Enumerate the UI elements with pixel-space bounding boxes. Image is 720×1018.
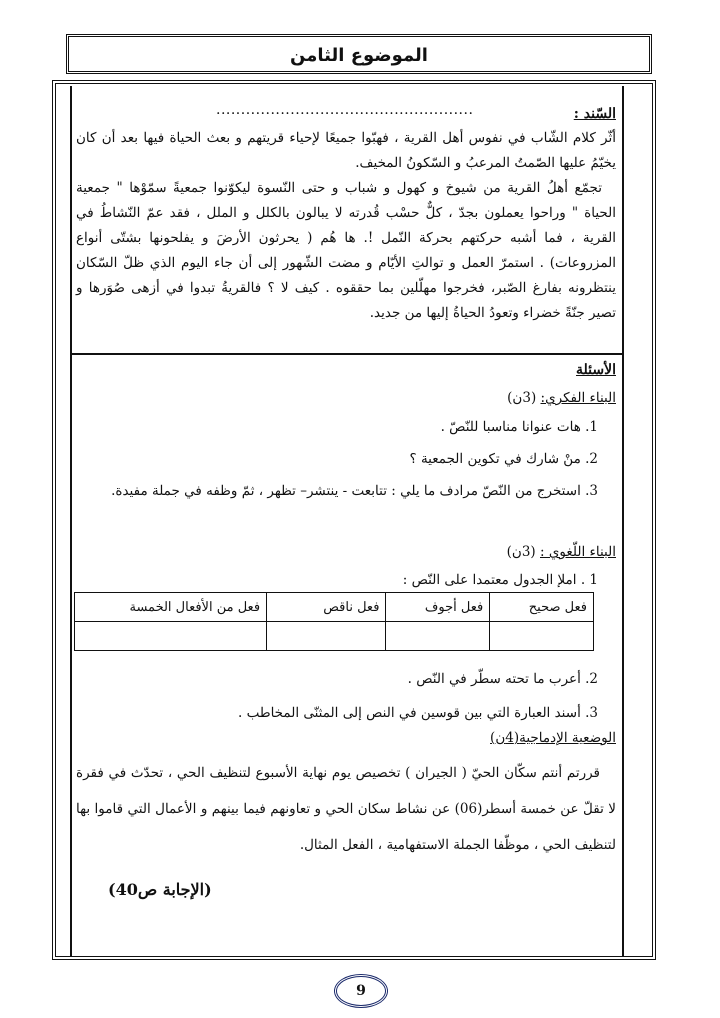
- sanad-header: [76, 104, 616, 128]
- passage: [76, 126, 616, 326]
- title-box: [66, 34, 652, 74]
- lughawi-question-2: 2. أعرب ما تحته سطّر في النّص .: [407, 671, 598, 687]
- sanad-dots: ....................................................: [216, 102, 474, 118]
- verb-table: [74, 592, 594, 651]
- passage-paragraph: أثّر كلام الشّاب في نفوس أهل القرية ، فهبّوا جميعًا لإحياء قريتهم و بعث الحياة فيها بعد أن كان يخيّمُ عليها الصّمتُ المرعبُ و السّكونُ المخيف.: [76, 130, 616, 171]
- fikri-label: البناء الفكري:: [540, 390, 616, 406]
- lughawi-question-3: 3. أسند العبارة التي بين قوسين في النص إلى المثنّى المخاطب .: [237, 705, 598, 721]
- idmaj-heading: [76, 726, 616, 751]
- table-cell: [75, 622, 267, 651]
- fikri-points: (3ن): [507, 390, 537, 406]
- idmaj-text: قررتم أنتم سكّان الحيّ ( الجيران ) تخصيص يوم نهاية الأسبوع لتنظيف الحي ، تحدّث في فقرة لا تقلّ عن خمسة أسطر(06) عن نشاط سكان الحي و تعاونهم فيما بينهم و الأعمال التي قاموا بها لتنظيف الحي ، موظّفا الجملة الاستفهامية ، الفعل المثال.: [76, 765, 616, 853]
- lughawi-label: البناء اللّغوي :: [540, 544, 616, 560]
- lughawi-heading: [76, 540, 616, 565]
- idmaj-points: (4ن): [490, 730, 520, 746]
- table-header-row: [75, 593, 594, 622]
- questions-heading: الأسئلة: [576, 362, 616, 378]
- sanad-label: السّند :: [573, 106, 616, 122]
- lughawi-points: (3ن): [506, 544, 536, 560]
- page-number: 9: [334, 974, 388, 1008]
- fikri-heading: [76, 386, 616, 411]
- answer-reference: (الإجابة ص40): [108, 880, 212, 899]
- page-title: الموضوع الثامن: [290, 45, 428, 66]
- idmaj-label: الوضعية الإدماجية: [519, 730, 616, 746]
- table-header-cell: فعل صحيح: [490, 593, 594, 622]
- lughawi-more: [76, 662, 616, 730]
- table-cell: [386, 622, 490, 651]
- fikri-question: 2. منْ شارك في تكوين الجمعية ؟: [409, 451, 598, 467]
- fikri-question: 3. استخرج من النّصّ مرادف ما يلي : تتابعت - ينتشر– تظهر ، ثمّ وظفه في جملة مفيدة.: [111, 483, 598, 499]
- section-divider: [70, 353, 624, 355]
- fikri-question: 1. هات عنوانا مناسبا للنّصّ .: [440, 419, 598, 435]
- table-header-cell: فعل أجوف: [386, 593, 490, 622]
- passage-paragraph: تجمّع أهلُ القرية من شيوخ و كهول و شباب و حتى النّسوة ليكوّنوا جمعيةً سمّوْها " جمعية الحياة " وراحوا يعملون بجدّ ، كلٌّ حسْب قُدرته لا يبالون بالكلل و الملل ، فقد عمّ النّشاطُ في القرية ، فما أشبه حركتهم بحركة النّمل !. ها هُم ( يحرثون الأرضَ و يفلحونها بشتّى أنواع المزروعات) . استمرّ العمل و توالتِ الأيّام و مضت الشّهور إلى أن جاء اليوم الذي ظلّ السّكان ينتظرونه بفارغ الصّبر، فخرجوا مهلّلين بما حققوه . كيف لا ؟ فالقريةُ تبدوا في أزهى صُوَرها و تصير جنّةً خضراء وتعودُ الحياةُ إليها من جديد.: [76, 180, 616, 321]
- table-header-cell: فعل ناقص: [267, 593, 386, 622]
- table-cell: [267, 622, 386, 651]
- table-cell: [490, 622, 594, 651]
- idmaj-section: [76, 726, 616, 863]
- table-header-cell: فعل من الأفعال الخمسة: [75, 593, 267, 622]
- fikri-section: [76, 386, 616, 507]
- table-row: [75, 622, 594, 651]
- lughawi-question-1: 1 . املإ الجدول معتمدا على النّص :: [402, 572, 598, 588]
- questions-heading-block: [76, 358, 616, 383]
- lughawi-section: [76, 540, 616, 595]
